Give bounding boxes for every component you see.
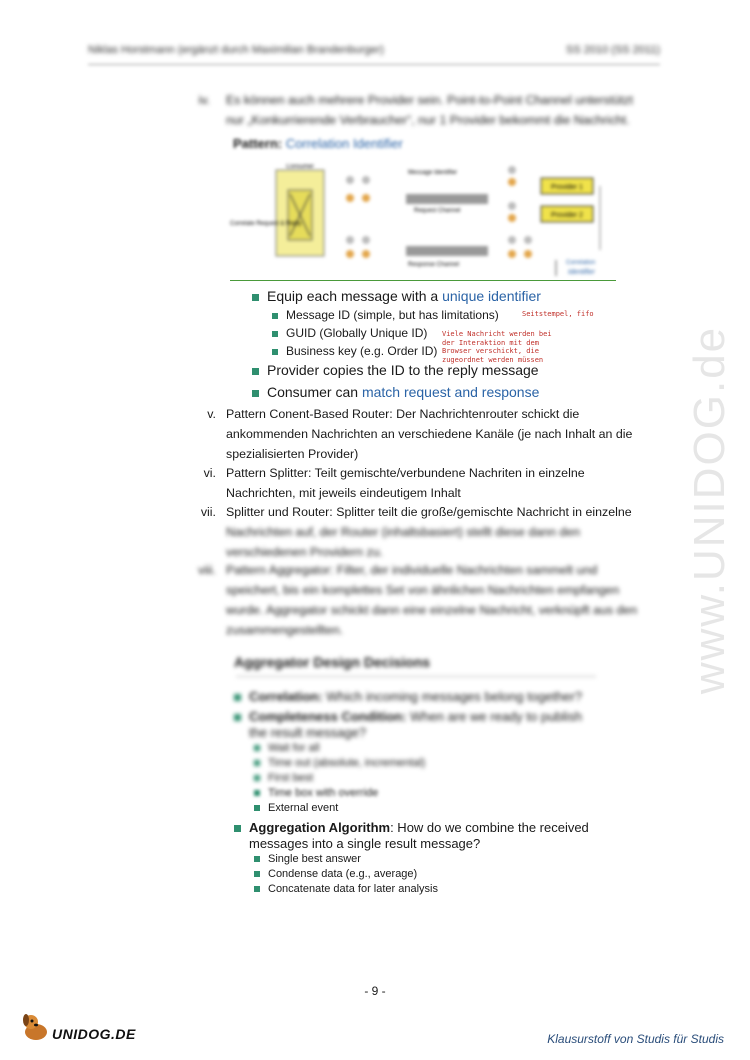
bullet-aggregation-algorithm: Aggregation Algorithm: How do we combine the received messages into a single result message? [234, 820, 589, 852]
bullet-icon [234, 825, 241, 832]
consumer-label: Consumer [286, 164, 314, 170]
bullet-icon [254, 856, 260, 862]
bullet-icon [272, 331, 278, 337]
pattern-title: Pattern: Correlation Identifier [233, 136, 403, 151]
sub-bullet-first-best: First best [254, 772, 313, 784]
annotation-timestamp: Seitstempel, fifo [522, 310, 594, 318]
bullet-icon [254, 760, 260, 766]
bullet-completeness: Completeness Condition: When are we ready to publish the result message? [234, 709, 582, 741]
request-channel-label: Request Channel [414, 208, 461, 214]
aggregator-divider [236, 676, 596, 677]
sub-bullet-business-key: Business key (e.g. Order ID) [272, 344, 437, 358]
request-channel [406, 194, 488, 204]
header-divider [88, 64, 660, 65]
sub-bullet-concatenate: Concatenate data for later analysis [254, 883, 438, 895]
bullet-icon [252, 368, 259, 375]
sub-bullet-single-best: Single best answer [254, 853, 361, 865]
sub-bullet-time-out: Time out (absolute, incremental) [254, 757, 425, 769]
bullet-icon [254, 775, 260, 781]
sub-bullet-external-event: External event [254, 802, 338, 814]
footer-tagline: Klausurstoff von Studis für Studis [547, 1032, 724, 1046]
bullet-icon [234, 714, 241, 721]
sub-bullet-message-id: Message ID (simple, but has limitations) [272, 308, 499, 322]
sub-bullet-condense: Condense data (e.g., average) [254, 868, 417, 880]
list-item-vii: vii. Splitter und Router: Splitter teilt die große/gemischte Nachricht in einzelne Nachrichten auf, der Router (inhaltsbasiert) stellt diese dann den verschiedenen Providern zu. [200, 505, 632, 559]
bullet-provider-copies: Provider copies the ID to the reply message [252, 362, 539, 378]
list-item-iv: iv. Es können auch mehrere Provider sein. Point-to-Point Channel unterstützt nur „Konkurrierende Verbraucher“, nur 1 Provider bekommt die Nachricht. [198, 93, 634, 127]
bullet-icon [254, 871, 260, 877]
list-item-vi: vi. Pattern Splitter: Teilt gemischte/verbundene Nachriten in einzelne Nachrichten, mit jeweils eindeutigem Inhalt [203, 466, 585, 500]
sub-bullet-time-box: Time box with override [254, 787, 378, 799]
message-identifier-label: Message Identifier [408, 170, 458, 176]
bullet-consumer-match: Consumer can match request and response [252, 384, 539, 400]
sub-bullet-wait-for-all: Wait for all [254, 742, 320, 754]
message-icon [346, 194, 354, 202]
provider-2-label: Provider 2 [551, 212, 583, 219]
page-header [88, 44, 660, 56]
message-icon [362, 176, 370, 184]
identifier-label: Identifier [568, 269, 595, 276]
bullet-correlation: Correlation: Which incoming messages belong together? [234, 689, 582, 704]
bullet-icon [234, 694, 241, 701]
response-channel-label: Response Channel [408, 262, 460, 268]
bullet-icon [254, 886, 260, 892]
response-channel [406, 246, 488, 256]
page-number: - 9 - [364, 984, 386, 998]
list-item-viii: viii. Pattern Aggregator: Filter, der individuelle Nachrichten sammelt und speichert, bis ein komplettes Set von ähnlichen Nachrichten empfangen wurde. Aggregator schickt dann eine einzelne Nachricht, verknüpft aus den zusammengestellten. [198, 563, 638, 637]
bullet-unique-identifier: Equip each message with a unique identifier [252, 288, 541, 304]
correlation-identifier-diagram [228, 160, 618, 280]
bullet-icon [254, 805, 260, 811]
sub-bullet-guid: GUID (Globally Unique ID) [272, 326, 427, 340]
footer-logo-text: UNIDOG.DE [52, 1026, 136, 1042]
bullet-icon [252, 294, 259, 301]
correlate-label: Correlate Request & Reply [230, 221, 302, 227]
bullet-icon [272, 349, 278, 355]
header-semester: SS 2010 (SS 2011) [566, 44, 660, 56]
annotation-browser-messages: Viele Nachricht werden bei der Interaktion mit dem Browser verschickt, die zugeordnet werden müssen [442, 330, 552, 364]
header-author: Niklas Horstmann (ergänzt durch Maximilian Brandenburger) [88, 44, 384, 56]
bullet-icon [272, 313, 278, 319]
list-item-v: v. Pattern Conent-Based Router: Der Nachrichtenrouter schickt die ankommenden Nachrichten an verschiedene Kanäle (je nach Inhalt an die spezialisierten Provider) [207, 407, 633, 461]
bullet-icon [254, 790, 260, 796]
aggregator-title: Aggregator Design Decisions [234, 654, 431, 670]
message-icon [346, 176, 354, 184]
provider-1-label: Provider 1 [551, 184, 583, 191]
diagram-divider [230, 280, 616, 281]
bullet-icon [254, 745, 260, 751]
watermark: www.UNIDOG.de [685, 325, 734, 695]
correlation-label: Correlation [566, 260, 596, 266]
message-icon [362, 194, 370, 202]
dog-logo-icon [20, 1010, 54, 1044]
bullet-icon [252, 390, 259, 397]
